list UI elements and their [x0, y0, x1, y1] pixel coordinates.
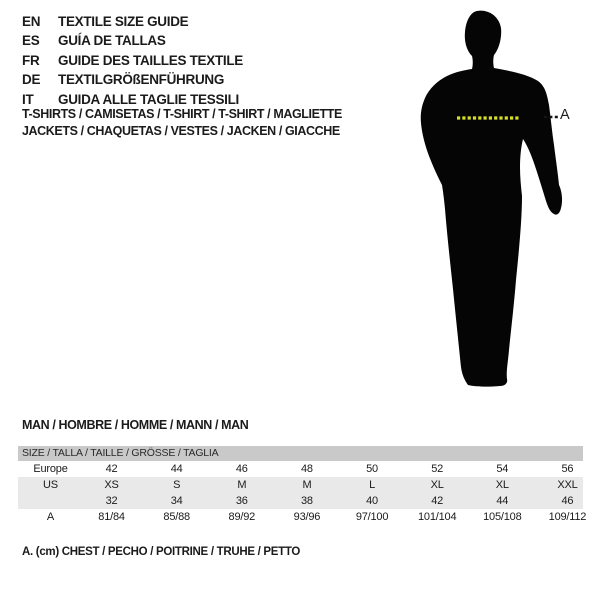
table-cell: XL	[430, 479, 444, 491]
row-label: US	[43, 479, 58, 491]
table-cell: 44	[170, 463, 183, 475]
measurement-footnote: A. (cm) CHEST / PECHO / POITRINE / TRUHE / PETTO	[22, 546, 301, 558]
table-row-us	[18, 477, 583, 493]
lang-code: ES	[22, 33, 40, 49]
category-line-tshirts: T-SHIRTS / CAMISETAS / T-SHIRT / T-SHIRT / MAGLIETTE	[22, 107, 342, 121]
table-cell: 81/84	[98, 511, 125, 523]
table-cell: 48	[301, 463, 313, 475]
language-row-de	[22, 70, 243, 89]
lang-code: DE	[22, 72, 41, 88]
table-cell: 46	[561, 495, 574, 507]
table-cell: 52	[431, 463, 444, 475]
table-cell: L	[369, 479, 376, 491]
table-row-us-numeric	[18, 493, 583, 509]
lang-label: GUIDA ALLE TAGLIE TESSILI	[58, 91, 239, 107]
table-row-chest-a	[18, 509, 587, 525]
table-cell: XS	[104, 479, 119, 491]
row-label: Europe	[33, 463, 68, 475]
table-cell: 42	[105, 463, 118, 475]
table-cell: 109/112	[548, 511, 587, 523]
table-cell: 40	[366, 495, 378, 507]
table-row-europe	[18, 461, 583, 477]
table-cell: 32	[105, 495, 118, 507]
garment-categories	[22, 106, 342, 139]
table-cell: 56	[561, 463, 574, 475]
lang-label: GUIDE DES TAILLES TEXTILE	[58, 52, 244, 68]
table-cell: XXL	[557, 479, 578, 491]
measurement-a-label: A	[560, 107, 570, 123]
table-cell: 97/100	[355, 511, 389, 523]
lang-label: GUÍA DE TALLAS	[58, 33, 166, 49]
language-list	[22, 12, 243, 109]
table-cell: 54	[496, 463, 509, 475]
table-cell: 46	[235, 463, 248, 475]
lang-label: TEXTILGRÖßENFÜHRUNG	[58, 72, 225, 88]
lang-code: EN	[22, 14, 41, 29]
row-label: A	[46, 511, 55, 523]
size-table	[18, 446, 587, 525]
section-title-man: MAN / HOMBRE / HOMME / MANN / MAN	[22, 418, 249, 432]
table-cell: 101/104	[418, 511, 457, 523]
table-cell: 89/92	[228, 511, 256, 523]
category-line-jackets: JACKETS / CHAQUETAS / VESTES / JACKEN / GIACCHE	[22, 123, 340, 138]
table-cell: 42	[431, 495, 444, 507]
table-cell: 93/96	[293, 511, 321, 523]
table-cell: S	[173, 479, 181, 491]
language-row-en	[22, 12, 243, 31]
table-cell: M	[237, 479, 247, 491]
size-table-header: SIZE / TALLA / TAILLE / GRÖSSE / TAGLIA	[18, 446, 583, 461]
lang-code: IT	[22, 91, 34, 107]
table-cell: M	[302, 479, 312, 491]
language-row-es	[22, 31, 243, 50]
table-cell: 44	[496, 495, 509, 507]
man-silhouette	[421, 11, 562, 387]
table-cell: 36	[235, 495, 248, 507]
table-cell: 38	[301, 495, 313, 507]
lang-code: FR	[22, 52, 40, 68]
table-cell: 50	[366, 463, 378, 475]
table-cell: 105/108	[483, 511, 522, 523]
language-row-fr	[22, 51, 243, 70]
table-cell: 34	[170, 495, 183, 507]
table-cell: 85/88	[163, 511, 190, 523]
man-silhouette-figure	[415, 8, 565, 390]
lang-label: TEXTILE SIZE GUIDE	[58, 14, 189, 29]
table-cell: XL	[495, 479, 509, 491]
